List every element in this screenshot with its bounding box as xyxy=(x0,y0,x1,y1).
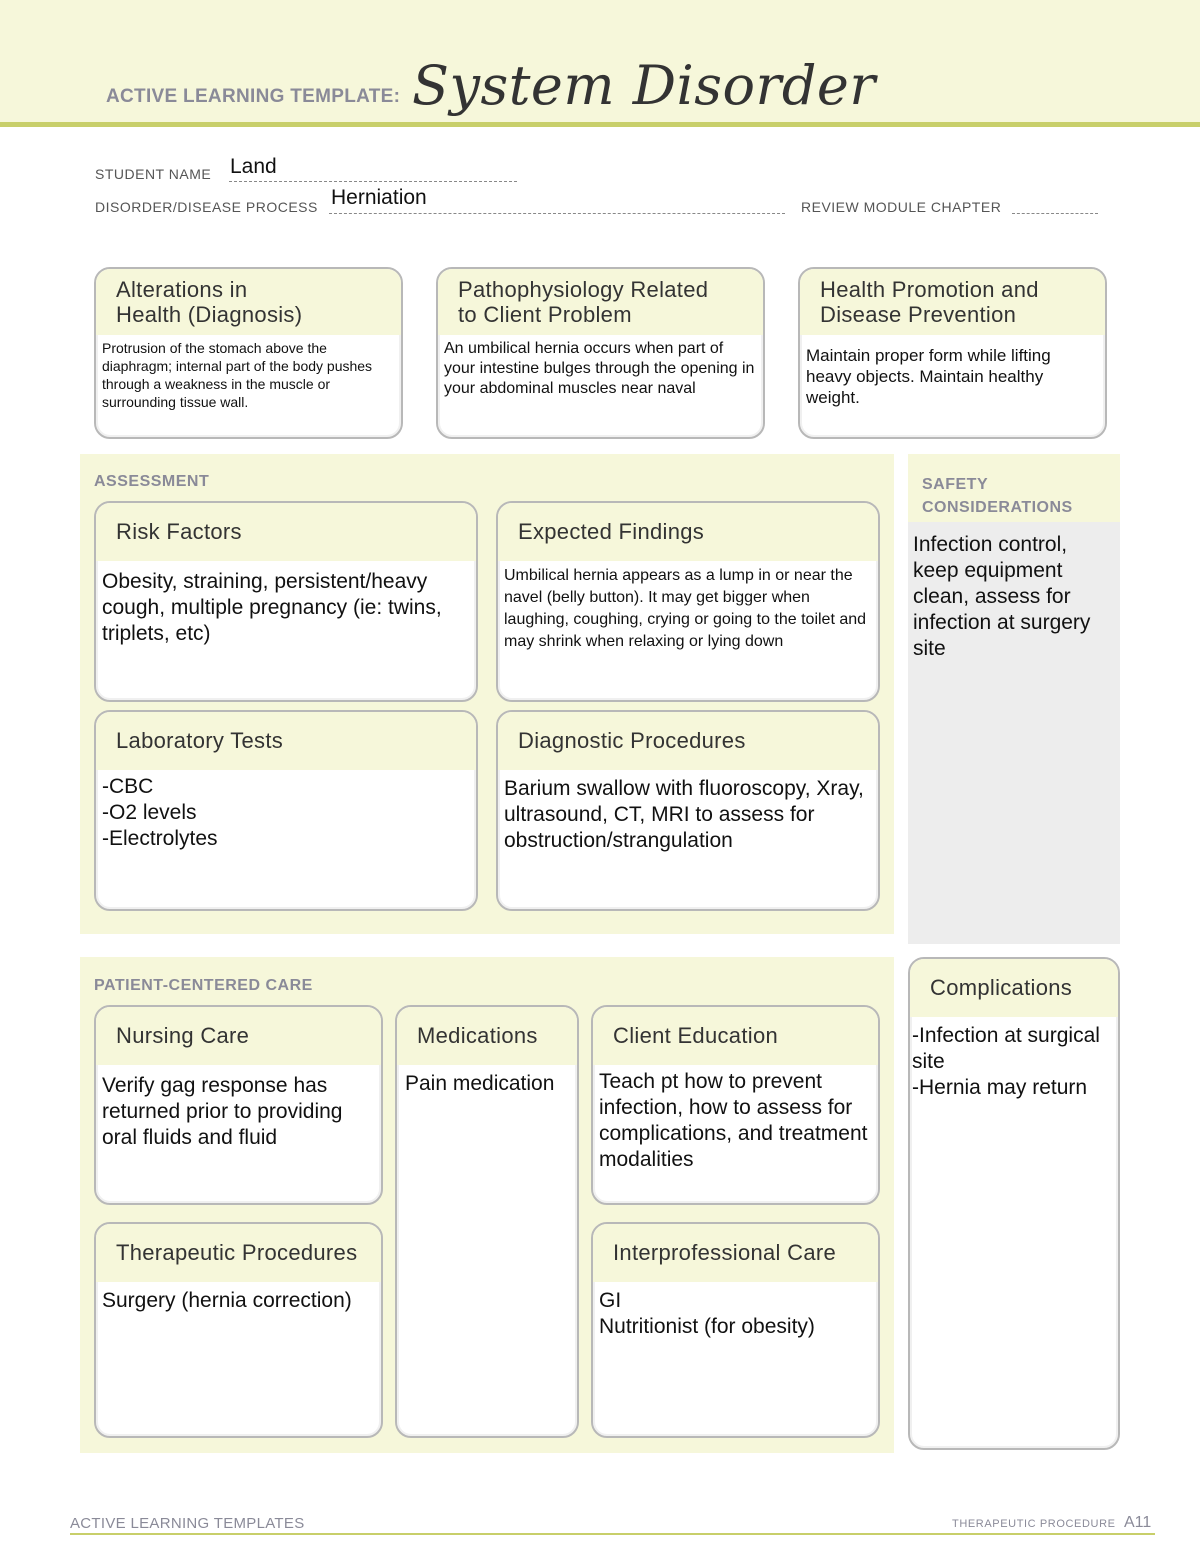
complications-title: Complications xyxy=(910,959,1118,1017)
risk-factors-title: Risk Factors xyxy=(96,503,476,561)
health-promotion-box xyxy=(798,267,1107,439)
diagnostic-procedures-title: Diagnostic Procedures xyxy=(498,712,878,770)
expected-findings-title: Expected Findings xyxy=(498,503,878,561)
complications-box xyxy=(908,957,1120,1450)
interprofessional-care-box xyxy=(591,1222,880,1438)
therapeutic-procedures-box xyxy=(94,1222,383,1438)
risk-factors-text[interactable]: Obesity, straining, persistent/heavy cough, multiple pregnancy (ie: twins, triplets, etc) xyxy=(102,570,442,645)
client-education-title: Client Education xyxy=(593,1007,878,1065)
nursing-care-text[interactable]: Verify gag response has returned prior to providing oral fluids and fluid xyxy=(102,1074,343,1149)
review-module-label: REVIEW MODULE CHAPTER xyxy=(801,199,1002,215)
health-promotion-title: Health Promotion and Disease Prevention xyxy=(800,269,1105,335)
pathophysiology-title: Pathophysiology Related to Client Problem xyxy=(438,269,763,335)
laboratory-tests-title: Laboratory Tests xyxy=(96,712,476,770)
page-number: A11 xyxy=(1124,1514,1152,1531)
disorder-label: DISORDER/DISEASE PROCESS xyxy=(95,199,318,215)
patient-care-label: PATIENT-CENTERED CARE xyxy=(94,977,313,994)
diagnostic-procedures-box xyxy=(496,710,880,911)
medications-text[interactable]: Pain medication xyxy=(405,1072,555,1095)
alterations-text[interactable]: Protrusion of the stomach above the diaphragm; internal part of the body pushes through a weakness in the muscle or surrounding tissue wall. xyxy=(102,340,373,410)
pathophysiology-box xyxy=(436,267,765,439)
laboratory-tests-text[interactable]: -CBC -O2 levels -Electrolytes xyxy=(102,775,218,850)
page-title: System Disorder xyxy=(412,54,876,117)
medications-title: Medications xyxy=(397,1007,577,1065)
client-education-text[interactable]: Teach pt how to prevent infection, how to assess for complications, and treatment modalities xyxy=(599,1070,868,1171)
alterations-title: Alterations in Health (Diagnosis) xyxy=(96,269,401,335)
safety-text[interactable]: Infection control, keep equipment clean, assess for infection at surgery site xyxy=(913,533,1091,660)
footer-right-label: THERAPEUTIC PROCEDURE xyxy=(952,1518,1116,1530)
disorder-value[interactable]: Herniation xyxy=(331,186,427,209)
disorder-line xyxy=(329,213,785,214)
therapeutic-procedures-title: Therapeutic Procedures xyxy=(96,1224,381,1282)
interprofessional-care-title: Interprofessional Care xyxy=(593,1224,878,1282)
client-education-box xyxy=(591,1005,880,1205)
student-name-label: STUDENT NAME xyxy=(95,166,212,182)
therapeutic-procedures-text[interactable]: Surgery (hernia correction) xyxy=(102,1289,352,1312)
student-name-line xyxy=(229,181,517,182)
complications-text[interactable]: -Infection at surgical site -Hernia may return xyxy=(912,1024,1100,1099)
alterations-box xyxy=(94,267,403,439)
laboratory-tests-box xyxy=(94,710,478,911)
medications-box xyxy=(395,1005,579,1438)
assessment-label: ASSESSMENT xyxy=(94,473,210,490)
safety-label: SAFETY CONSIDERATIONS xyxy=(922,476,1073,516)
diagnostic-procedures-text[interactable]: Barium swallow with fluoroscopy, Xray, ultrasound, CT, MRI to assess for obstruction/strangulation xyxy=(504,777,864,852)
risk-factors-box xyxy=(94,501,478,702)
footer-rule xyxy=(70,1533,1155,1535)
nursing-care-box xyxy=(94,1005,383,1205)
student-name-value[interactable]: Land xyxy=(230,155,277,178)
template-label: ACTIVE LEARNING TEMPLATE: xyxy=(106,86,401,107)
header-rule xyxy=(0,122,1200,127)
nursing-care-title: Nursing Care xyxy=(96,1007,381,1065)
footer-left-label: ACTIVE LEARNING TEMPLATES xyxy=(70,1515,305,1532)
interprofessional-care-text[interactable]: GI Nutritionist (for obesity) xyxy=(599,1289,815,1338)
review-module-line xyxy=(1012,213,1098,214)
expected-findings-box xyxy=(496,501,880,702)
pathophysiology-text[interactable]: An umbilical hernia occurs when part of your intestine bulges through the opening in your abdominal muscles near naval xyxy=(444,340,755,397)
expected-findings-text[interactable]: Umbilical hernia appears as a lump in or near the navel (belly button). It may get bigger when laughing, coughing, crying or going to the toilet and may shrink when relaxing or lying down xyxy=(504,567,867,650)
health-promotion-text[interactable]: Maintain proper form while lifting heavy objects. Maintain healthy weight. xyxy=(806,346,1051,407)
safety-section xyxy=(908,454,1120,944)
